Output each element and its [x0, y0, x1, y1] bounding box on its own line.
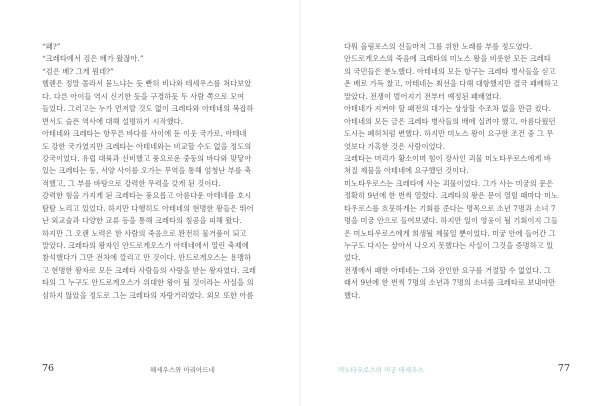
text-line: 말았다. 크레타의 왕자인 안드로게오스가 아테네에서 열린 축제에 — [42, 241, 249, 250]
text-line: “크레타에서 검은 배가 왔잖아.” — [42, 54, 144, 64]
text-line: 심하지 않았을 정도로 그는 크레타의 자랑거리였다. 외모 또한 아름 — [42, 290, 254, 300]
left-footer — [0, 363, 300, 377]
text-line: 아테네와 크레타는 항무른 바다를 사이에 둔 이웃 국가로, 아테네 — [42, 129, 247, 139]
text-line: 탐탐 노리고 있었다. 하지만 다행히도 아테네의 현명한 왕들은 뛰어 — [42, 203, 254, 213]
text-line: 말았다. 전쟁이 벌어지기 전부터 예정된 패배였다. — [344, 91, 502, 101]
text-line: 있는 크레타는 동, 서양 사이를 오가는 무역을 통해 엄청난 부를 축 — [42, 166, 252, 176]
text-line: 다. 다른 아이들 역시 신기한 듯을 구경하듯 두 사람 쪽으로 모여 — [42, 91, 245, 101]
text-line: 타우로스를 흐뭇하게는 기회를 준다는 명목으로 소년 7명과 소녀 7 — [344, 203, 556, 213]
text-line: 아테네의 모든 금은 크레타 병사들의 배에 실려야 했고, 아름다웠던 — [344, 116, 556, 126]
left-page-number: 76 — [42, 363, 55, 374]
text-line: 도 강한 국가였지만 크레타는 아테네와는 비교할 수도 없을 정도의 — [42, 141, 252, 151]
text-line: 아테네가 지켜야 할 패전의 대가는 상상할 수조차 없을 만큼 컸다. — [344, 104, 551, 114]
text-line: 참석했다가 그만 전차에 깔리고 만 것이다. 안드로게오스는 용맹하 — [42, 253, 252, 263]
text-line: 강력한 힘을 가지게 된 크레타는 풍요롭고 아름다운 아테네를 호시 — [42, 191, 252, 201]
text-line: 적했고, 그 부를 바탕으로 강력한 무력을 갖게 된 것이다. — [42, 178, 221, 188]
left-running-head: 해세우스와 아리아드네 — [150, 366, 215, 374]
text-line: “왜?” — [42, 42, 61, 51]
right-footer — [300, 363, 600, 377]
text-line: 의 국민들은 분노했다. 아테네의 모든 항구는 크레타 병사들을 싣고 — [344, 66, 556, 76]
left-body-text — [42, 41, 266, 302]
text-line: 누구도 다시는 살아서 나오지 못했다는 사실이 그것을 증명하고 있 — [344, 241, 554, 250]
text-line: 도시는 폐허처럼 변했다. 하지만 미노스 왕이 요구한 조건 중 그 무 — [344, 129, 554, 139]
right-running-head: 미노타우로스의 미궁 테세우스 — [338, 366, 424, 374]
text-line: 크레타는 머리가 황소이며 힘이 장사인 괴물 미노타우로스에게 바 — [344, 153, 551, 163]
text-line: 안드로게오스의 죽음에 크레타의 미노스 왕을 비롯한 모든 크레타 — [344, 54, 551, 64]
text-line: 은 미노타우로스에게 희생될 제물일 뿐이었다. 미궁 안에 들어간 그 — [344, 228, 556, 238]
text-line: 면서도 슬픈 역사에 대해 설명하기 시작했다. — [42, 116, 184, 126]
text-line: 명을 미궁 안으로 들여보냈다. 하지만 일이 영웅이 될 기회이지 그들 — [344, 216, 559, 226]
text-line: 쳐질 제물을 아테네에 요구했던 것이다. — [344, 166, 469, 176]
text-line: 엇보다 가혹한 것은 사람이었다. — [344, 141, 446, 151]
text-line: 헬렌은 정말 몰라서 묻느냐는 듯 빤히 비나와 테세우스를 쳐다보았 — [42, 79, 252, 89]
text-line: 미노타우로스는 크레타에 사는 괴물이었다. 그가 사는 미궁의 문은 — [344, 178, 554, 188]
text-line: 들었다. 그러고는 누가 먼저랄 것도 없이 크레타와 아테네의 복잡하 — [42, 104, 254, 114]
text-line: 다워 올림포스의 신들마저 그를 위한 노래를 부를 정도였다. — [344, 42, 533, 51]
text-line: 강국이었다. 유럽 대륙과 신비했고 풍요로운 중동의 바다와 맞닿아 — [42, 153, 252, 163]
text-line: 했다. — [344, 290, 361, 300]
text-line: 고 현명한 왕자로 모든 크레타 사람들의 사랑을 받는 왕자였다. 크레 — [42, 265, 257, 275]
text-line: 었다. — [344, 253, 361, 263]
text-line: “검은 배? 그게 뭔데?” — [42, 66, 114, 76]
right-page-number: 77 — [557, 363, 570, 374]
right-page — [300, 0, 600, 406]
text-line: 래서 9년에 한 번씩 7명의 소년과 7명의 소녀를 크레타로 보내야만 — [344, 278, 556, 288]
text-line: 정확히 9년에 한 번씩 열렸다. 크레타의 왕은 문이 열릴 때마다 미노 — [344, 191, 559, 201]
text-line: 난 외교술과 다양한 교류 등을 통해 크레타의 침공을 피해 왔다. — [42, 216, 242, 226]
text-line: 전쟁에서 패한 아테네는 그와 잔인한 요구를 거절할 수 없었다. 그 — [344, 265, 551, 275]
text-line: 온 배로 가득 찼고, 아테네는 최선을 다해 대항했지만 결국 패배하고 — [344, 79, 559, 89]
right-body-text — [344, 41, 570, 302]
text-line: 타의 그 누구도 안드로게오스가 위대한 왕이 될 것이라는 사실을 의 — [42, 278, 254, 288]
text-line: 하지만 그 오랜 노력은 한 사람의 죽음으로 완전히 물거품이 되고 — [42, 228, 247, 238]
